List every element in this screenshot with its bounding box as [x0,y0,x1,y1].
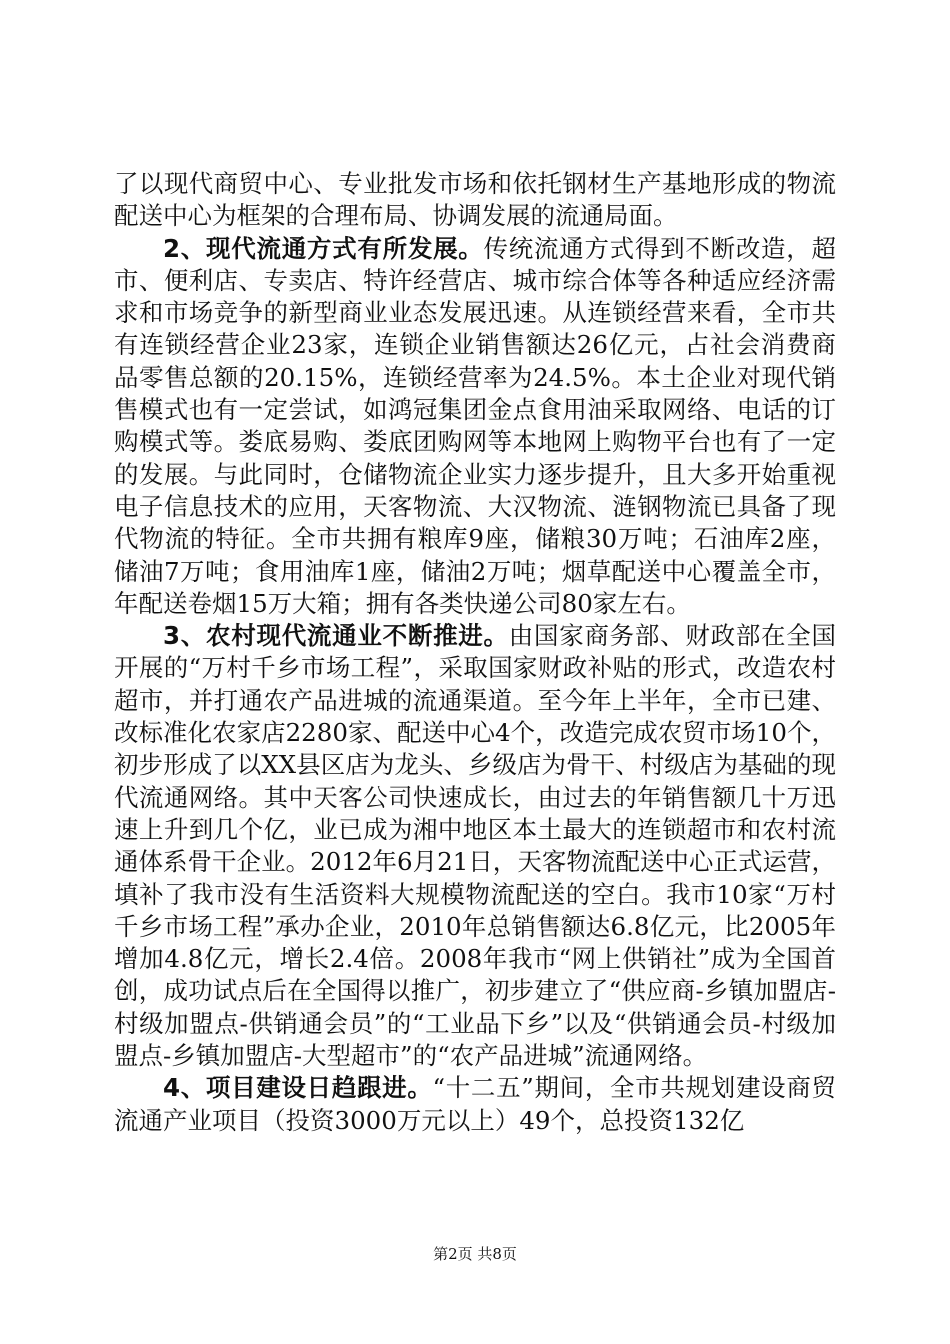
paragraph-text: “十二五”期间，全市共规划建设商贸流通产业项目（投资3000万元以上）49个，总投资132亿 [114,1073,836,1135]
document-body [114,168,836,1137]
paragraph-rural-circulation [114,620,836,1072]
paragraph-project-construction [114,1072,836,1137]
paragraph-heading: 3、农村现代流通业不断推进。 [163,621,509,651]
page-footer: 第2页 共8页 [433,1245,517,1263]
paragraph-modern-circulation [114,233,836,621]
paragraph-continuation [114,168,836,233]
paragraph-heading: 2、现代流通方式有所发展。 [163,233,484,263]
paragraph-heading: 4、项目建设日趋跟进。 [163,1073,433,1103]
paragraph-text: 传统流通方式得到不断改造，超市、便利店、专卖店、特许经营店、城市综合体等各种适应经济需求和市场竞争的新型商业业态发展迅速。从连锁经营来看，全市共有连锁经营企业23家，连锁企业销售额达26亿元，占社会消费商品零售总额的20.15%，连锁经营率为24.5%。本土企业对现代销售模式也有一定尝试，如鸿冠集团金点食用油采取网络、电话的订购模式等。娄底易购、娄底团购网等本地网上购物平台也有了一定的发展。与此同时，仓储物流企业实力逐步提升，且大多开始重视电子信息技术的应用，天客物流、大汉物流、涟钢物流已具备了现代物流的特征。全市共拥有粮库9座，储粮30万吨；石油库2座，储油7万吨；食用油库1座，储油2万吨；烟草配送中心覆盖全市，年配送卷烟15万大箱；拥有各类快递公司80家左右。 [114,233,837,618]
paragraph-text: 由国家商务部、财政部在全国开展的“万村千乡市场工程”，采取国家财政补贴的形式，改造农村超市，并打通农产品进城的流通渠道。至今年上半年，全市已建、改标准化农家店2280家、配送中心4个，改造完成农贸市场10个，初步形成了以XX县区店为龙头、乡级店为骨干、村级店为基础的现代流通网络。其中天客公司快速成长，由过去的年销售额几十万迅速上升到几个亿，业已成为湘中地区本土最大的连锁超市和农村流通体系骨干企业。2012年6月21日，天客物流配送中心正式运营，填补了我市没有生活资料大规模物流配送的空白。我市10家“万村千乡市场工程”承办企业，2010年总销售额达6.8亿元，比2005年增加4.8亿元，增长2.4倍。2008年我市“网上供销社”成为全国首创，成功试点后在全国得以推广，初步建立了“供应商-乡镇加盟店-村级加盟点-供销通会员”的“工业品下乡”以及“供销通会员-村级加盟点-乡镇加盟店-大型超市”的“农产品进城”流通网络。 [114,621,837,1071]
paragraph-text: 了以现代商贸中心、专业批发市场和依托钢材生产基地形成的物流配送中心为框架的合理布局、协调发展的流通局面。 [114,169,836,231]
